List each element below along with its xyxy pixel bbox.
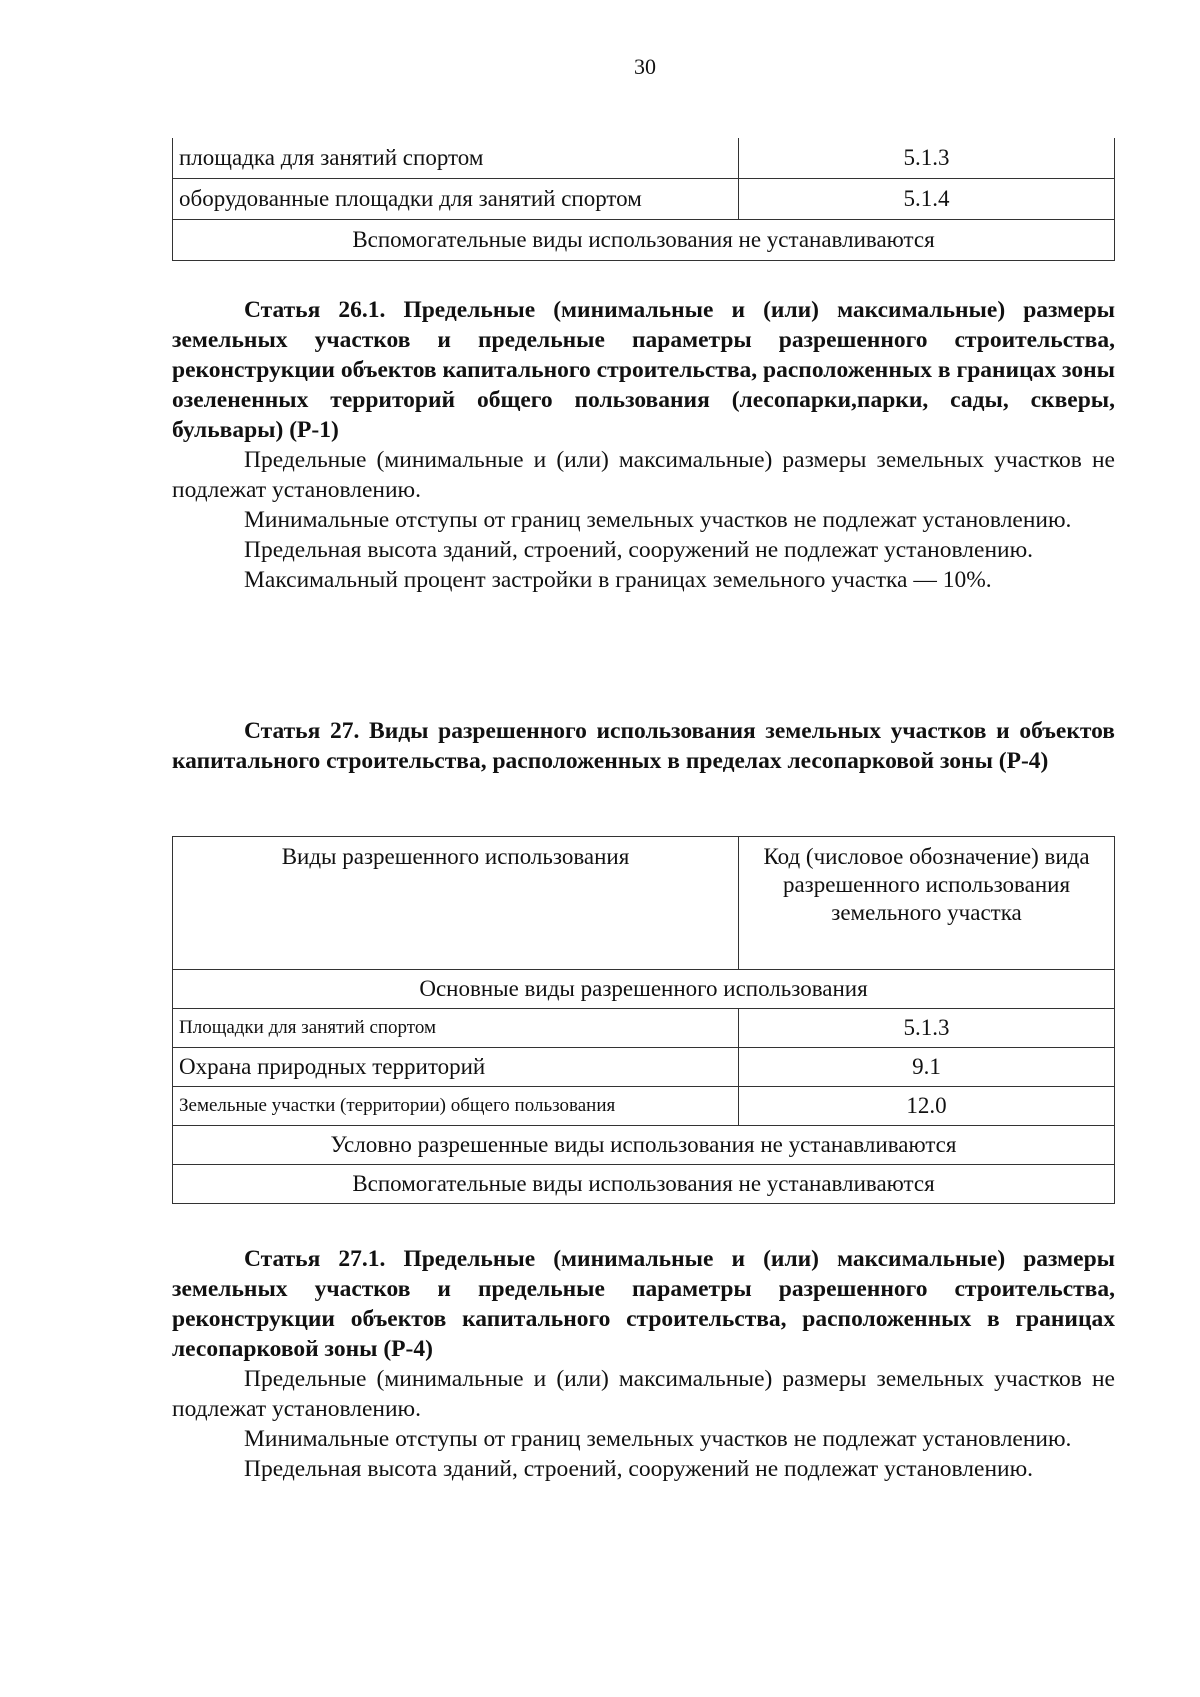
table-row [173,1048,1115,1087]
article-27 [172,716,1115,776]
article-paragraph: Максимальный процент застройки в границах земельного участка — 10%. [244,567,992,593]
article-heading: Статья 27.1. Предельные (минимальные и (или) максимальные) размеры земельных участков и предельные параметры разрешенного строительства, реконструкции объектов капитального строительства, расположенных в границах лесопарковой зоны (Р-4) [172,1246,1115,1362]
article-paragraph: Минимальные отступы от границ земельных участков не подлежат установлению. [244,507,1072,533]
use-code-cell: 9.1 [739,1048,1115,1087]
article-26-1 [172,295,1115,595]
table-row [173,179,1115,220]
article-27-1 [172,1244,1115,1484]
use-code-cell: 12.0 [739,1087,1115,1126]
article-heading: Статья 26.1. Предельные (минимальные и (или) максимальные) размеры земельных участков и предельные параметры разрешенного строительства, реконструкции объектов капитального строительства, расположенных в границах зоны озелененных территорий общего пользования (лесопарки,парки, сады, скверы, бульвары) (Р-1) [172,297,1115,443]
article-paragraph: Минимальные отступы от границ земельных участков не подлежат установлению. [244,1426,1072,1452]
use-type-cell: оборудованные площадки для занятий спортом [173,179,739,220]
use-type-cell: Площадки для занятий спортом [173,1009,739,1048]
table-row [173,1009,1115,1048]
table-row [173,220,1115,261]
use-code-cell: 5.1.4 [739,179,1115,220]
table-row [173,1087,1115,1126]
auxiliary-uses-note: Вспомогательные виды использования не устанавливаются [173,220,1115,261]
article-paragraph: Предельные (минимальные и (или) максимальные) размеры земельных участков не подлежат установлению. [172,447,1115,503]
table-row [173,1165,1115,1204]
auxiliary-uses-note: Вспомогательные виды использования не устанавливаются [173,1165,1115,1204]
use-type-cell: Земельные участки (территории) общего пользования [173,1087,739,1126]
article-paragraph: Предельная высота зданий, строений, сооружений не подлежат установлению. [244,537,1034,563]
article-heading: Статья 27. Виды разрешенного использования земельных участков и объектов капитального строительства, расположенных в пределах лесопарковой зоны (Р-4) [172,718,1115,774]
use-type-cell: площадка для занятий спортом [173,138,739,179]
page-number: 30 [634,54,656,79]
main-uses-section: Основные виды разрешенного использования [173,970,1115,1009]
table-row [173,1126,1115,1165]
use-code-cell: 5.1.3 [739,138,1115,179]
header-use-types: Виды разрешенного использования [173,837,739,970]
table-continuation [172,138,1115,261]
table-row [173,138,1115,179]
table-row [173,970,1115,1009]
article-paragraph: Предельная высота зданий, строений, сооружений не подлежат установлению. [244,1456,1034,1482]
article-paragraph: Предельные (минимальные и (или) максимальные) размеры земельных участков не подлежат установлению. [172,1366,1115,1422]
table-header-row [173,837,1115,970]
use-type-cell: Охрана природных территорий [173,1048,739,1087]
conditional-uses-note: Условно разрешенные виды использования не устанавливаются [173,1126,1115,1165]
use-code-cell: 5.1.3 [739,1009,1115,1048]
permitted-use-table [172,836,1115,1204]
header-use-code: Код (числовое обозначение) вида разрешенного использования земельного участка [739,837,1115,970]
